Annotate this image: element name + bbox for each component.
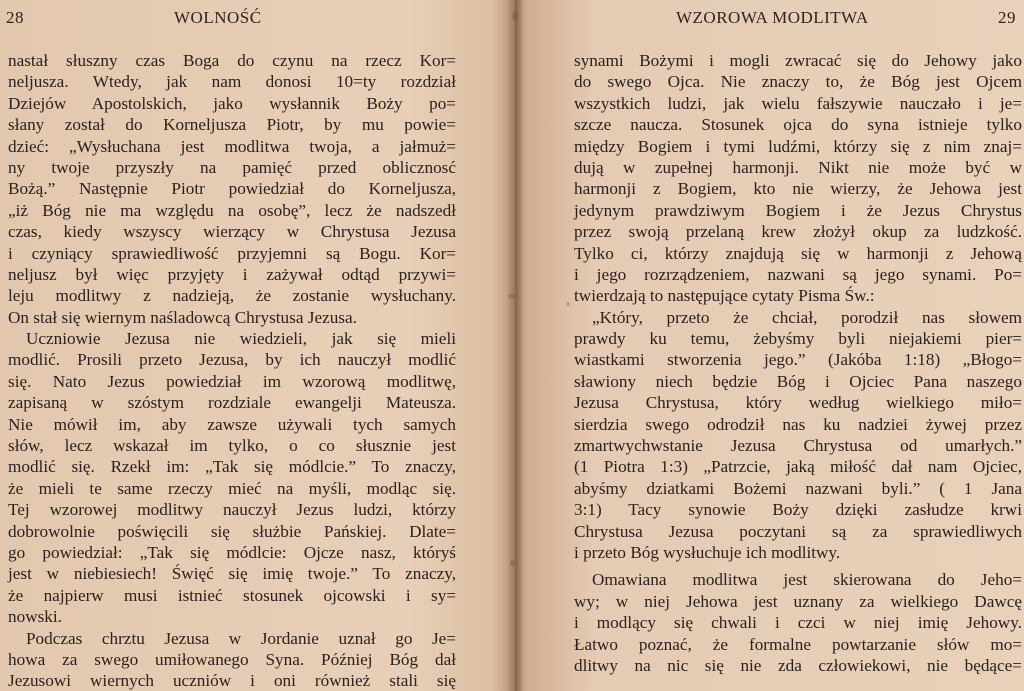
text-line: dują w zupełnej harmonji. Nikt nie może być w <box>574 157 1022 177</box>
text-line: jedynym prawdziwym Bogiem i że Jezus Chrystus <box>574 200 1022 220</box>
text-line: prawdy ku temu, żebyśmy byli niejakiemi pier= <box>574 329 1022 349</box>
left-page <box>0 0 508 691</box>
text-line: Dziejów Apostolskich, jako wysłannik Boży po= <box>8 93 456 113</box>
text-line: Omawiana modlitwa jest skierowana do Jeho= <box>592 570 1022 590</box>
text-line: słany został do Korneljusza Piotr, by mu powie= <box>8 115 456 135</box>
text-line: modlić. Prosili przeto Jezusa, by ich nauczył modlić <box>8 350 456 370</box>
text-line: i jego rozrządzeniem, nazwani są jego synami. Po= <box>574 264 1022 284</box>
text-line: neljusza. Wtedy, jak nam donosi 10=ty rozdział <box>8 72 456 92</box>
text-line: Jezusa Chrystusa, który według wielkiego miło= <box>574 393 1022 413</box>
text-line: wszystkich ludzi, jak wielu fałszywie nauczało i je= <box>574 93 1022 113</box>
text-line: między Bogiem i tymi ludźmi, którzy się z nim znaj= <box>574 136 1022 156</box>
text-line: i przeto Bóg wysłuchuje ich modlitwy. <box>574 542 841 562</box>
text-line: i czyniący sprawiedliwość przyjemni są Bogu. Kor= <box>8 243 456 263</box>
body-text <box>574 50 1022 676</box>
paper-speck <box>510 560 515 566</box>
text-line: dzieć: „Wysłuchana jest modlitwa twoja, a jałmuż= <box>8 136 456 156</box>
text-line: „iż Bóg nie ma względu na osobę”, lecz że nadszedł <box>8 200 456 220</box>
paper-speck <box>508 294 515 299</box>
text-line: sierdzia swego odrodził nas ku nadziei żywej przez <box>574 414 1022 434</box>
text-line: modlić się. Rzekł im: „Tak się módlcie.” To znaczy, <box>8 457 456 477</box>
text-line: wy; w niej Jehowa jest uznany za wielkiego Dawcę <box>574 591 1022 611</box>
text-line: szcze naucza. Stosunek ojca do syna istnieje tylko <box>574 115 1022 135</box>
text-line: synami Bożymi i mogli zwracać się do Jehowy jako <box>574 51 1022 70</box>
text-line: przez swoją przelaną krew złożył okup za ludzkość. <box>574 222 1022 242</box>
paper-speck <box>566 302 570 306</box>
text-line: jest w niebiesiech! Święć się imię twoje.” To znaczy, <box>8 564 456 584</box>
text-line: Bożą.” Następnie Piotr powiedział do Korneljusza, <box>8 179 456 199</box>
text-line: wiastkami stworzenia jego.” (Jakóba 1:18) „Błogo= <box>574 350 1022 370</box>
text-line: dobrowolnie poświęcili się służbie Pańskiej. Dlate= <box>8 521 456 541</box>
text-line: zapisaną w szóstym rozdziale ewangelji Mateusza. <box>8 393 456 413</box>
text-line: że najpierw musi istnieć stosunek ojcowski i sy= <box>8 585 456 605</box>
text-line: Jezusowi wiernych uczniów i oni również stali się <box>8 671 456 691</box>
text-line: harmonji z Bogiem, kto nie wierzy, że Jehowa jest <box>574 179 1022 199</box>
text-line: dlitwy na nic się nie zda człowiekowi, nie będące= <box>574 655 1022 675</box>
text-line: zmartwychwstanie Jezusa Chrystusa od umarłych.” <box>574 436 1022 456</box>
text-line: howa za swego umiłowanego Syna. Później Bóg dał <box>8 649 456 669</box>
text-line: nowski. <box>8 607 62 627</box>
text-line: Nie mówił im, aby zawsze używali tych samych <box>8 414 456 434</box>
text-line: że mieli te same rzeczy mieć na myśli, modląc się. <box>8 478 456 498</box>
paper-speck <box>512 12 518 20</box>
text-line: twierdzają to następujące cytaty Pisma Św.: <box>574 286 875 306</box>
text-line: czas, kiedy wszyscy wierzący w Chrystusa Jezusa <box>8 222 456 242</box>
text-line: ny twoje przyszły na pamięć przed oblicznosć <box>8 157 456 177</box>
text-line: Uczniowie Jezusa nie wiedzieli, jak się mieli <box>26 329 456 349</box>
page-number: 29 <box>998 8 1016 27</box>
right-page <box>520 0 1024 691</box>
text-line: abyśmy dziatkami Bożemi nazwani byli.” ( 1 Jana <box>574 478 1022 498</box>
text-line: słów, lecz wskazał im tylko, o co słusznie jest <box>8 436 456 456</box>
text-line: Tej wzorowej modlitwy nauczył Jezus ludzi, którzy <box>8 500 456 520</box>
text-line: i modlący się chwali i czci w niej imię Jehowy. <box>574 613 1022 633</box>
text-line: Podczas chrztu Jezusa w Jordanie uznał go Je= <box>26 628 456 648</box>
text-line: go powiedział: „Tak się módlcie: Ojcze nasz, któryś <box>8 542 456 562</box>
text-line: On stał się wiernym naśladowcą Chrystusa Jezusa. <box>8 307 357 327</box>
text-line: Tylko ci, którzy znajdują się w harmonji z Jehową <box>574 243 1022 263</box>
text-line: (1 Piotra 1:3) „Patrzcie, jaką miłość dał nam Ojciec, <box>574 457 1022 477</box>
text-line: nastał słuszny czas Boga do czynu na rzecz Kor= <box>8 51 456 70</box>
text-line: się. Nato Jezus powiedział im wzorową modlitwę, <box>8 371 456 391</box>
text-line: neljusz był więc przyjęty i zażywał odtąd przywi= <box>8 264 456 284</box>
text-line: 3:1) Tacy synowie Boży dzięki zasłudze krwi <box>574 500 1022 520</box>
text-line: Łatwo poznać, że formalne powtarzanie słów mo= <box>574 634 1022 654</box>
text-line: „Który, przeto że chciał, porodził nas słowem <box>592 307 1022 327</box>
page-number: 28 <box>6 8 24 27</box>
text-line: do swego Ojca. Nie znaczy to, że Bóg jest Ojcem <box>574 72 1022 92</box>
running-title: WOLNOŚĆ <box>174 8 262 27</box>
running-title: WZOROWA MODLITWA <box>676 8 869 27</box>
text-line: sławiony niech będzie Bóg i Ojciec Pana naszego <box>574 371 1022 391</box>
text-line: leju modlitwy z nadzieją, że zostanie wysłuchany. <box>8 286 456 306</box>
text-line: Chrystusa Jezusa poczytani są za sprawiedliwych <box>574 521 1022 541</box>
body-text <box>8 50 456 691</box>
